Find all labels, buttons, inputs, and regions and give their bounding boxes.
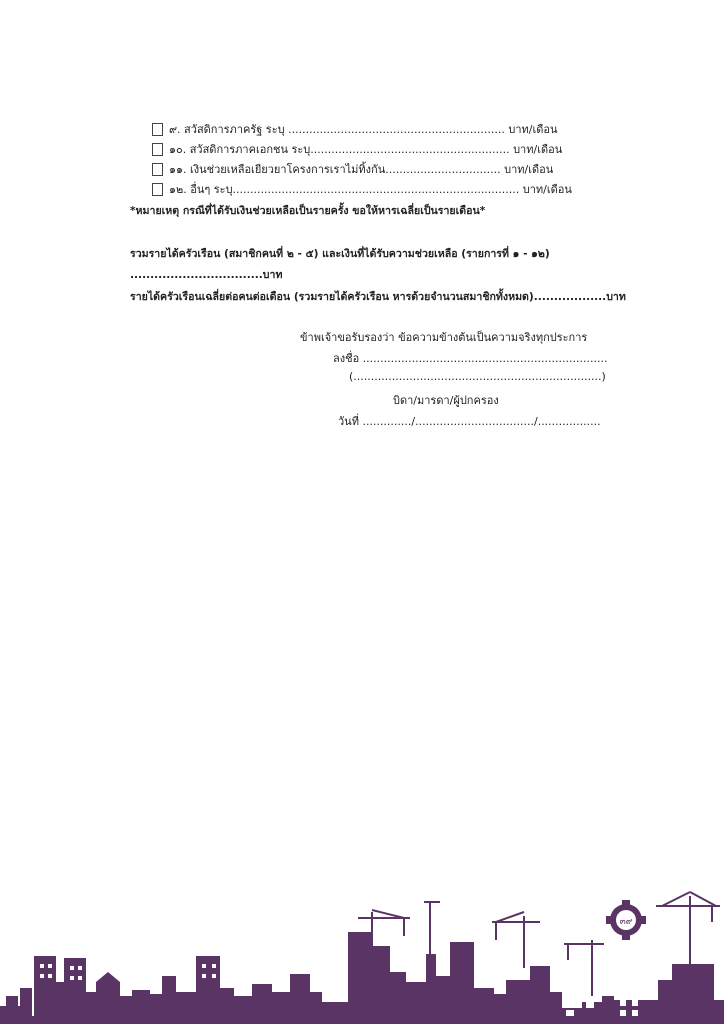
role-label: บิดา/มารดา/ผู้ปกครอง: [393, 394, 499, 407]
average-income-label: รายได้ครัวเรือนเฉลี่ยต่อคนต่อเดือน (รวมรายได้ครัวเรือน หารด้วยจำนวนสมาชิกทั้งหมด)..................บาท: [130, 291, 626, 303]
checkbox[interactable]: [152, 183, 163, 196]
gear-icon: [606, 900, 646, 940]
welfare-item-label: ๑๒. อื่นๆ ระบุ.................................................................................. บาท/เดือน: [169, 183, 572, 196]
checkbox[interactable]: [152, 143, 163, 156]
date-line: วันที่ ............../................................../..................: [338, 415, 601, 428]
certify-text: ข้าพเจ้าขอรับรองว่า ข้อความข้างต้นเป็นความจริงทุกประการ: [300, 331, 588, 344]
welfare-item-11[interactable]: [152, 160, 553, 178]
note-text: *หมายเหตุ กรณีที่ได้รับเงินช่วยเหลือเป็นรายครั้ง ขอให้หารเฉลี่ยเป็นรายเดือน*: [130, 205, 486, 217]
welfare-item-12[interactable]: [152, 180, 572, 198]
city-skyline-illustration: [0, 884, 724, 1024]
welfare-item-label: ๑๐. สวัสดิการภาคเอกชน ระบุ......................................................... บาท/เดือน: [169, 143, 563, 156]
household-total-amount: .................................บาท: [130, 269, 283, 281]
sign-line: ลงชื่อ ......................................................................: [333, 352, 608, 365]
household-total-label: รวมรายได้ครัวเรือน (สมาชิกคนที่ ๒ - ๕) และเงินที่ได้รับความช่วยเหลือ (รายการที่ ๑ - ๑๒): [130, 248, 550, 260]
welfare-item-label: ๑๑. เงินช่วยเหลือเยียวยาโครงการเราไม่ทิ้งกัน................................. บาท/เดือน: [169, 163, 554, 176]
welfare-item-10[interactable]: [152, 140, 562, 158]
welfare-item-label: ๙. สวัสดิการภาครัฐ ระบุ .............................................................. บาท/เดือน: [169, 123, 558, 136]
welfare-item-9[interactable]: [152, 120, 558, 138]
checkbox[interactable]: [152, 163, 163, 176]
gear-label: ๓๙: [619, 917, 633, 927]
name-line: (.......................................................................): [349, 370, 606, 383]
checkbox[interactable]: [152, 123, 163, 136]
